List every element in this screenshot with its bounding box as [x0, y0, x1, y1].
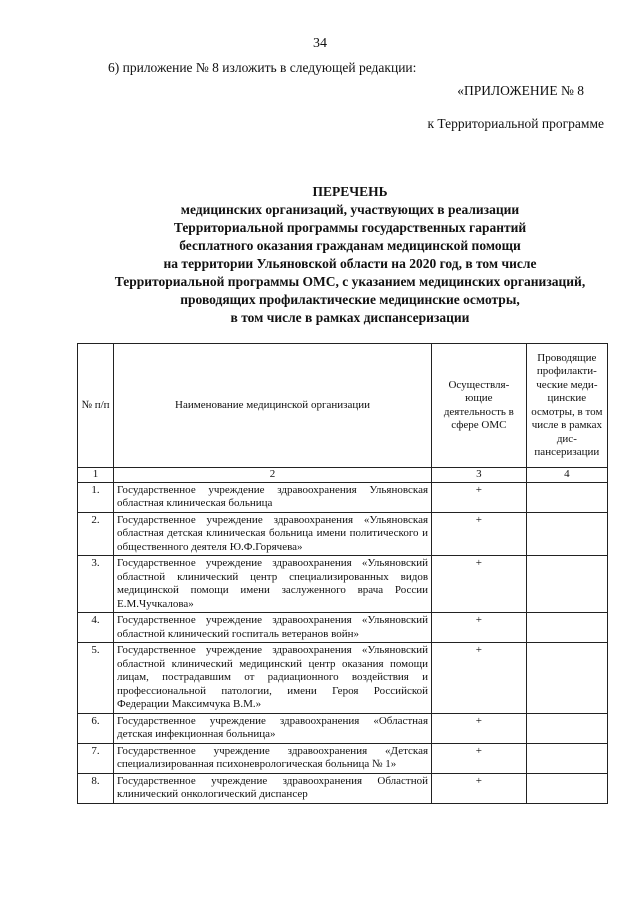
title-line: на территории Ульяновской области на 2020 год, в том числе	[163, 256, 537, 271]
oms-mark: +	[432, 773, 527, 803]
page-number: 34	[313, 36, 327, 51]
title-line: медицинских организаций, участвующих в реализации	[180, 202, 520, 217]
row-number: 5.	[78, 643, 114, 714]
oms-mark: +	[432, 556, 527, 613]
table-row	[78, 613, 608, 643]
row-number: 7.	[78, 743, 114, 773]
row-number: 4.	[78, 613, 114, 643]
organization-name: Государственное учреждение здравоохранения «Ульяновский областной клинический центр специализированных видов медицинской помощи имени заслуженного врача России Е.М.Чучкалова»	[114, 556, 432, 613]
oms-mark: +	[432, 482, 527, 512]
row-number: 6.	[78, 713, 114, 743]
row-number: 8.	[78, 773, 114, 803]
table-row	[78, 556, 608, 613]
row-number: 3.	[78, 556, 114, 613]
table-row	[78, 643, 608, 714]
column-numbers-row	[78, 468, 608, 483]
document-title	[0, 183, 640, 327]
prof-mark	[526, 482, 607, 512]
table-row	[78, 743, 608, 773]
organization-name: Государственное учреждение здравоохранения «Ульяновский областной клинический медицинский центр оказания помощи лицам, пострадавшим от радиационного воздействия и профессиональной патологии, имени Героя Российской Федерации Максимчука В.М.»	[114, 643, 432, 714]
row-number: 1.	[78, 482, 114, 512]
title-line: Территориальной программы ОМС, с указанием медицинских организаций,	[114, 274, 586, 289]
organization-name: Государственное учреждение здравоохранения «Ульяновская областная детская клиническая больница имени политического и общественного деятеля Ю.Ф.Горячева»	[114, 512, 432, 556]
row-number: 2.	[78, 512, 114, 556]
organization-name: Государственное учреждение здравоохранения Областной клинический онкологический диспансер	[114, 773, 432, 803]
title-line: бесплатного оказания гражданам медицинской помощи	[179, 238, 521, 253]
column-number: 4	[526, 468, 607, 483]
organization-name: Государственное учреждение здравоохранения «Областная детская инфекционная больница»	[114, 713, 432, 743]
annex-subtitle: к Территориальной программе	[427, 116, 604, 131]
prof-mark	[526, 713, 607, 743]
column-number: 3	[432, 468, 527, 483]
organization-name: Государственное учреждение здравоохранения Ульяновская областная клиническая больница	[114, 482, 432, 512]
prof-mark	[526, 743, 607, 773]
oms-mark: +	[432, 743, 527, 773]
table-row	[78, 713, 608, 743]
annex-title: «ПРИЛОЖЕНИЕ № 8	[457, 83, 584, 98]
intro-text: 6) приложение № 8 изложить в следующей редакции:	[108, 60, 417, 75]
prof-mark	[526, 643, 607, 714]
header-row	[78, 344, 608, 468]
header-prof: Проводящие профилакти-ческие меди-цинские осмотры, в том числе в рамках дис-пансеризации	[526, 344, 607, 468]
header-num: № п/п	[78, 344, 114, 468]
prof-mark	[526, 773, 607, 803]
column-number: 2	[114, 468, 432, 483]
prof-mark	[526, 556, 607, 613]
prof-mark	[526, 512, 607, 556]
title-heading: ПЕРЕЧЕНЬ	[312, 184, 388, 199]
organization-name: Государственное учреждение здравоохранения «Детская специализированная психоневрологическая больница № 1»	[114, 743, 432, 773]
header-name: Наименование медицинской организации	[114, 344, 432, 468]
prof-mark	[526, 613, 607, 643]
oms-mark: +	[432, 512, 527, 556]
table-row	[78, 773, 608, 803]
column-number: 1	[78, 468, 114, 483]
title-line: в том числе в рамках диспансеризации	[230, 310, 470, 325]
title-line: Территориальной программы государственных гарантий	[173, 220, 527, 235]
table-row	[78, 482, 608, 512]
oms-mark: +	[432, 713, 527, 743]
organization-name: Государственное учреждение здравоохранения «Ульяновский областной клинический госпиталь ветеранов войн»	[114, 613, 432, 643]
table-row	[78, 512, 608, 556]
header-oms: Осуществля-ющие деятельность в сфере ОМС	[432, 344, 527, 468]
oms-mark: +	[432, 613, 527, 643]
title-line: проводящих профилактические медицинские осмотры,	[180, 292, 520, 307]
oms-mark: +	[432, 643, 527, 714]
organizations-table	[77, 343, 608, 804]
